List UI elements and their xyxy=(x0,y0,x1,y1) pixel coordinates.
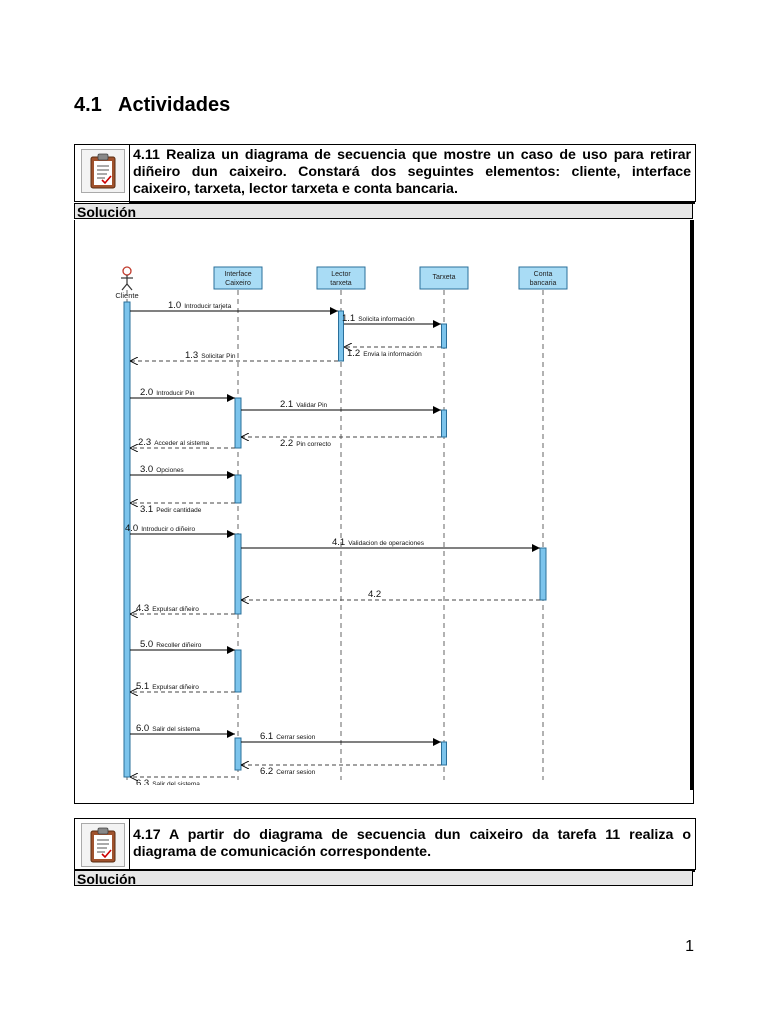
task-text: 4.17 A partir do diagrama de secuencia dun caixeiro da tarefa 11 realiza o diagrama de comunicación correspondente. xyxy=(133,827,691,860)
page-number: 1 xyxy=(685,938,694,955)
message-number: 6.2 xyxy=(260,766,274,777)
clipboard-icon xyxy=(81,823,125,867)
actor-stick-figure xyxy=(121,267,133,290)
message-text: Introducir o diñeiro xyxy=(141,526,196,533)
activation-bar-8 xyxy=(235,650,241,692)
message-number: 3.0 xyxy=(140,464,154,475)
message-text: Pedir cantidade xyxy=(156,507,202,514)
message-number: 6.1 xyxy=(260,731,274,742)
message-number: 1.3 xyxy=(185,350,199,361)
message-text: Validar Pin xyxy=(296,402,328,409)
message-label-5-0 xyxy=(140,639,202,650)
message-number: 3.1 xyxy=(140,504,154,515)
activation-bar-7 xyxy=(540,548,546,600)
lifeline-label-3: Tarxeta xyxy=(432,274,456,281)
message-number: 2.3 xyxy=(138,437,152,448)
activation-bar-0 xyxy=(124,302,130,777)
lifeline-label-4: Conta xyxy=(533,271,553,278)
activation-bar-6 xyxy=(235,534,241,614)
message-text: Pin correcto xyxy=(296,441,331,448)
message-label-6-3 xyxy=(136,778,200,785)
section-number: 4.1 xyxy=(74,94,102,116)
message-number: 4.3 xyxy=(136,603,150,614)
lifeline-label-1: Caixeiro xyxy=(225,280,251,287)
message-text: Salir del sistema xyxy=(152,781,200,785)
message-label-4-0 xyxy=(125,523,195,534)
task-icon-cell xyxy=(75,145,130,201)
task-text: 4.11 Realiza un diagrama de secuencia que mostre un caso de uso para retirar diñeiro dun caixeiro. Constará dos seguintes elementos: cliente, interface caixeiro, tarxeta, lector tarxeta e conta bancaria. xyxy=(133,147,691,197)
message-label-1-0 xyxy=(168,300,232,311)
message-text: Acceder al sistema xyxy=(154,440,210,447)
lifeline-label-4: bancaria xyxy=(529,280,557,287)
message-number: 1.1 xyxy=(342,313,356,324)
message-label-6-2 xyxy=(260,766,316,777)
message-text: Introducir Pin xyxy=(156,390,195,397)
section-heading xyxy=(74,94,230,117)
message-label-4-2 xyxy=(368,589,381,600)
message-label-2-3 xyxy=(138,437,210,448)
message-number: 4.1 xyxy=(332,537,346,548)
message-label-1-3 xyxy=(185,350,236,361)
message-number: 2.1 xyxy=(280,399,294,410)
message-text: Expulsar diñeiro xyxy=(152,684,199,691)
clipboard-icon xyxy=(81,149,125,193)
message-label-1-1 xyxy=(342,313,415,324)
message-label-2-2 xyxy=(280,438,331,449)
message-text: Solicitar Pin xyxy=(201,353,236,360)
message-text: Validacion de operaciones xyxy=(348,540,424,547)
message-label-4-3 xyxy=(136,603,199,614)
message-text: Expulsar diñeiro xyxy=(152,606,199,613)
message-label-3-1 xyxy=(140,504,202,515)
lifeline-label-2: Lector xyxy=(331,271,351,278)
lifeline-label-2: tarxeta xyxy=(330,280,352,287)
task-box-4-11 xyxy=(74,144,696,202)
task-icon-cell xyxy=(75,819,130,869)
message-number: 1.2 xyxy=(347,348,361,359)
sequence-diagram xyxy=(80,240,580,785)
message-label-6-0 xyxy=(136,723,200,734)
message-label-2-1 xyxy=(280,399,328,410)
activation-bar-5 xyxy=(235,475,241,503)
message-text: Opciones xyxy=(156,467,184,474)
solution-label: Solución xyxy=(74,870,693,886)
actor-head xyxy=(123,267,131,275)
actor-leg-left xyxy=(122,284,127,290)
message-text: Recoller diñeiro xyxy=(156,642,202,649)
section-title: Actividades xyxy=(118,94,231,116)
activation-bar-10 xyxy=(442,742,447,765)
actor-label: Cliente xyxy=(115,291,139,300)
message-number: 1.0 xyxy=(168,300,182,311)
message-text: Introducir tarjeta xyxy=(184,303,232,310)
activation-bar-9 xyxy=(235,738,241,770)
activation-bar-3 xyxy=(235,398,241,448)
activation-bar-2 xyxy=(442,324,447,348)
message-number: 5.0 xyxy=(140,639,154,650)
message-text: Envia la información xyxy=(363,351,422,358)
message-number: 4.2 xyxy=(368,589,382,600)
message-text: Solicita información xyxy=(358,316,415,323)
message-label-3-0 xyxy=(140,464,184,475)
message-text: Cerrar sesion xyxy=(276,734,316,741)
message-number: 6.3 xyxy=(136,778,150,785)
frame-edge xyxy=(690,220,693,790)
message-number: 4.0 xyxy=(125,523,139,534)
message-label-5-1 xyxy=(136,681,199,692)
lifeline-label-1: Interface xyxy=(224,271,252,278)
message-label-4-1 xyxy=(332,537,425,548)
message-text: Salir del sistema xyxy=(152,726,200,733)
solution-label: Solución xyxy=(74,203,693,219)
message-label-6-1 xyxy=(260,731,316,742)
actor-leg-right xyxy=(127,284,132,290)
message-number: 2.2 xyxy=(280,438,294,449)
activation-bar-4 xyxy=(442,410,447,437)
message-label-1-2 xyxy=(347,348,422,359)
message-number: 5.1 xyxy=(136,681,150,692)
message-number: 2.0 xyxy=(140,387,154,398)
message-text: Cerrar sesion xyxy=(276,769,316,776)
message-number: 6.0 xyxy=(136,723,150,734)
message-label-2-0 xyxy=(140,387,195,398)
task-box-4-17 xyxy=(74,818,696,870)
